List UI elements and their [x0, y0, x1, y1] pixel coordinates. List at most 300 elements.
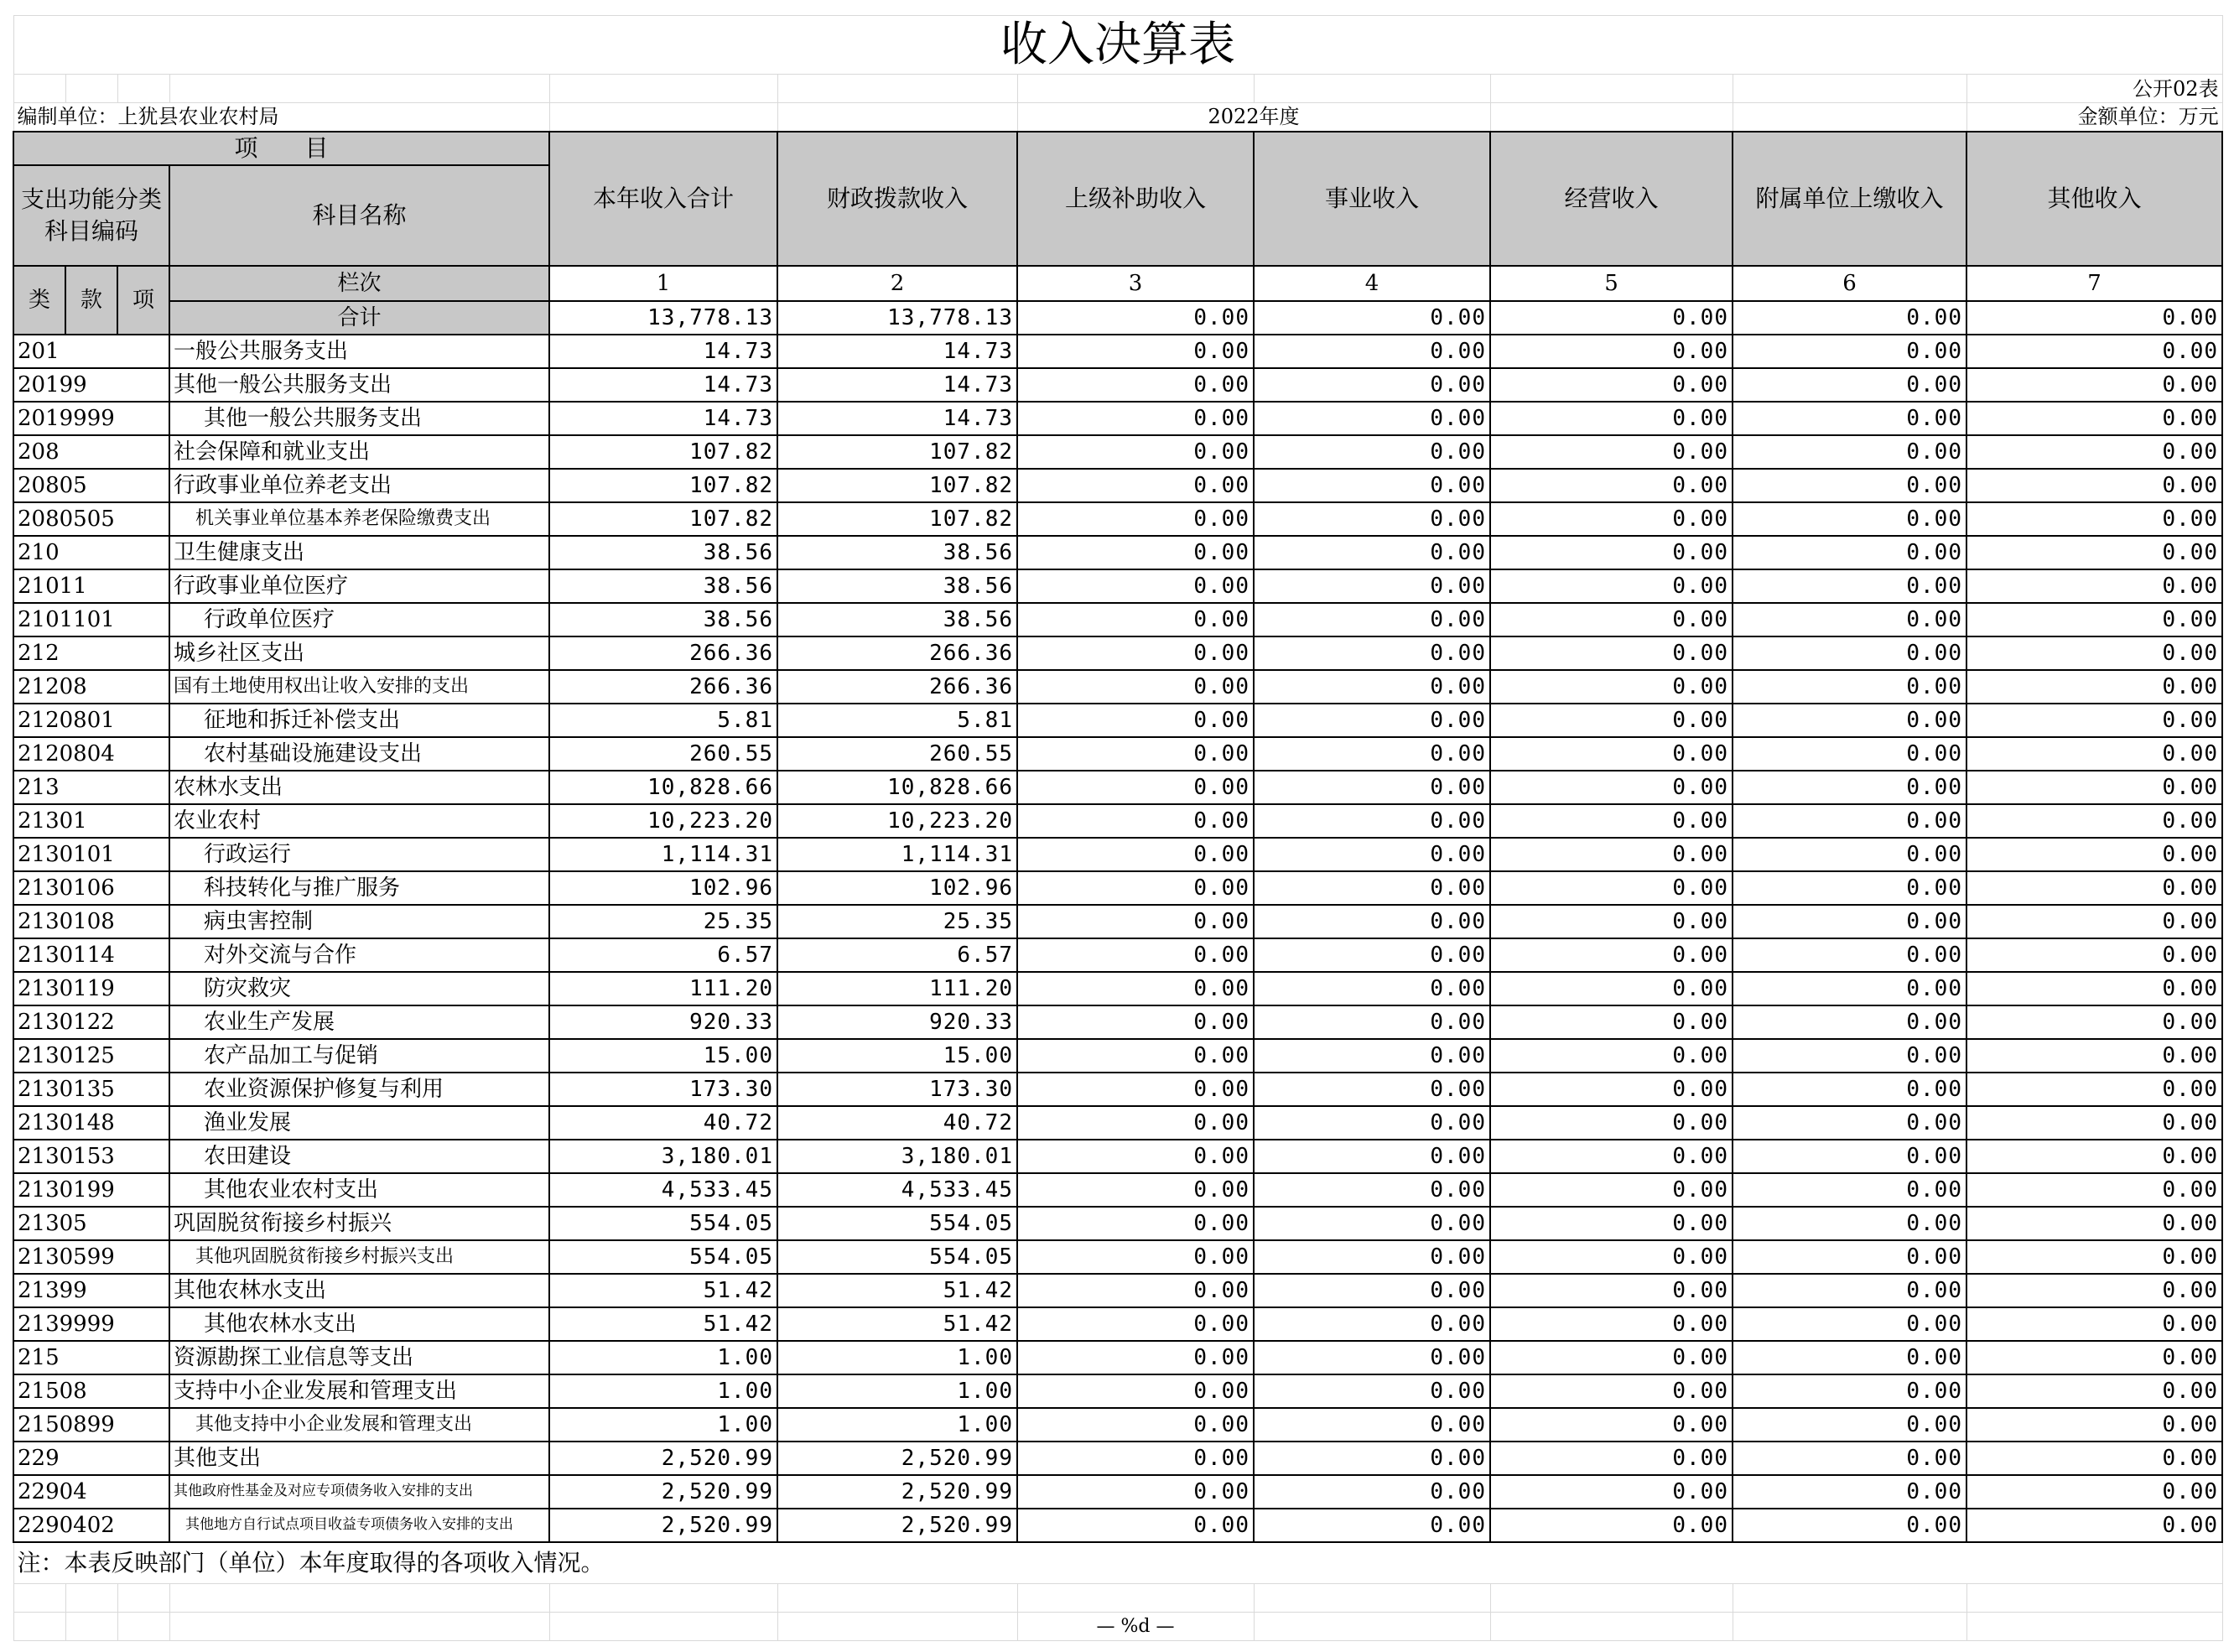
- row-value: 10,828.66: [777, 771, 1017, 804]
- row-value: 920.33: [549, 1005, 777, 1039]
- row-code: 2080505: [13, 502, 169, 536]
- table-row: [13, 1073, 2222, 1106]
- row-value: 0.00: [1254, 1207, 1490, 1240]
- row-value: 0.00: [1254, 1173, 1490, 1207]
- row-value: 0.00: [1966, 1307, 2222, 1341]
- row-value: 0.00: [1733, 1274, 1966, 1307]
- row-value: 0.00: [1733, 603, 1966, 636]
- row-value: 0.00: [1254, 905, 1490, 938]
- header-kuan: 款: [65, 266, 117, 335]
- row-value: 0.00: [1733, 1140, 1966, 1173]
- money-unit: 金额单位：万元: [1966, 103, 2222, 132]
- row-value: 0.00: [1490, 1039, 1733, 1073]
- row-value: 1.00: [777, 1408, 1017, 1442]
- row-value: 0.00: [1490, 1173, 1733, 1207]
- row-value: 0.00: [1966, 1475, 2222, 1509]
- income-table: [13, 15, 2223, 1641]
- row-value: 0.00: [1966, 1207, 2222, 1240]
- row-value: 0.00: [1490, 1475, 1733, 1509]
- column-number: 4: [1254, 266, 1490, 301]
- row-code: 21208: [13, 670, 169, 704]
- row-value: 0.00: [1254, 536, 1490, 569]
- row-value: 0.00: [1254, 704, 1490, 737]
- row-value: 0.00: [1490, 1274, 1733, 1307]
- row-code: 2130114: [13, 938, 169, 972]
- table-row: [13, 1274, 2222, 1307]
- row-value: 0.00: [1254, 1374, 1490, 1408]
- total-value: 0.00: [1966, 301, 2222, 335]
- row-name: 农业农村: [169, 804, 549, 838]
- row-value: 0.00: [1017, 1374, 1254, 1408]
- row-value: 10,223.20: [777, 804, 1017, 838]
- form-number: 公开02表: [1966, 75, 2222, 103]
- row-value: 0.00: [1733, 1509, 1966, 1542]
- row-value: 0.00: [1254, 636, 1490, 670]
- row-value: 0.00: [1490, 1442, 1733, 1475]
- row-name: 防灾救灾: [169, 972, 549, 1005]
- row-code: 21301: [13, 804, 169, 838]
- row-value: 0.00: [1017, 1173, 1254, 1207]
- row-value: 0.00: [1017, 704, 1254, 737]
- row-code: 2120804: [13, 737, 169, 771]
- row-name: 渔业发展: [169, 1106, 549, 1140]
- row-value: 0.00: [1017, 1073, 1254, 1106]
- row-value: 0.00: [1017, 569, 1254, 603]
- row-name: 行政单位医疗: [169, 603, 549, 636]
- row-value: 0.00: [1254, 938, 1490, 972]
- total-value: 13,778.13: [777, 301, 1017, 335]
- row-value: 0.00: [1254, 1509, 1490, 1542]
- row-value: 0.00: [1490, 502, 1733, 536]
- row-value: 0.00: [1733, 1207, 1966, 1240]
- table-row: [13, 1307, 2222, 1341]
- row-value: 2,520.99: [777, 1442, 1017, 1475]
- table-row: [13, 871, 2222, 905]
- row-code: 208: [13, 435, 169, 469]
- row-value: 0.00: [1966, 704, 2222, 737]
- row-value: 0.00: [1017, 1039, 1254, 1073]
- row-value: 0.00: [1490, 636, 1733, 670]
- row-value: 0.00: [1254, 402, 1490, 435]
- row-value: 15.00: [777, 1039, 1017, 1073]
- row-value: 2,520.99: [777, 1509, 1017, 1542]
- table-row: [13, 972, 2222, 1005]
- row-value: 0.00: [1254, 871, 1490, 905]
- row-value: 0.00: [1017, 1408, 1254, 1442]
- row-value: 4,533.45: [549, 1173, 777, 1207]
- row-value: 38.56: [549, 569, 777, 603]
- header-lei: 类: [13, 266, 65, 335]
- row-name: 农产品加工与促销: [169, 1039, 549, 1073]
- table-row: [13, 1341, 2222, 1374]
- row-value: 554.05: [549, 1207, 777, 1240]
- table-row: [13, 838, 2222, 871]
- row-value: 0.00: [1733, 704, 1966, 737]
- row-value: 0.00: [1733, 1475, 1966, 1509]
- row-value: 0.00: [1966, 1274, 2222, 1307]
- row-value: 0.00: [1017, 972, 1254, 1005]
- row-value: 38.56: [777, 536, 1017, 569]
- row-name: 一般公共服务支出: [169, 335, 549, 368]
- row-name: 征地和拆迁补偿支出: [169, 704, 549, 737]
- row-value: 266.36: [777, 670, 1017, 704]
- row-value: 0.00: [1254, 335, 1490, 368]
- table-row: [13, 905, 2222, 938]
- row-value: 0.00: [1490, 569, 1733, 603]
- row-name: 其他支持中小企业发展和管理支出: [169, 1408, 549, 1442]
- row-value: 0.00: [1017, 737, 1254, 771]
- row-value: 0.00: [1254, 1140, 1490, 1173]
- total-value: 0.00: [1254, 301, 1490, 335]
- total-value: 13,778.13: [549, 301, 777, 335]
- row-value: 0.00: [1254, 1240, 1490, 1274]
- table-row: [13, 536, 2222, 569]
- row-value: 0.00: [1490, 1207, 1733, 1240]
- row-value: 0.00: [1733, 838, 1966, 871]
- header-col-5: 经营收入: [1490, 132, 1733, 266]
- row-value: 0.00: [1017, 1475, 1254, 1509]
- row-code: 21508: [13, 1374, 169, 1408]
- header-xiang: 项: [117, 266, 169, 335]
- row-code: 22904: [13, 1475, 169, 1509]
- row-value: 0.00: [1254, 1073, 1490, 1106]
- row-value: 107.82: [777, 435, 1017, 469]
- column-number: 2: [777, 266, 1017, 301]
- row-name: 资源勘探工业信息等支出: [169, 1341, 549, 1374]
- row-value: 0.00: [1733, 1442, 1966, 1475]
- row-code: 2130125: [13, 1039, 169, 1073]
- table-row: [13, 1442, 2222, 1475]
- row-code: 215: [13, 1341, 169, 1374]
- row-value: 0.00: [1490, 905, 1733, 938]
- row-name: 其他农林水支出: [169, 1307, 549, 1341]
- row-value: 107.82: [777, 502, 1017, 536]
- row-value: 0.00: [1490, 603, 1733, 636]
- row-value: 0.00: [1733, 502, 1966, 536]
- row-name: 对外交流与合作: [169, 938, 549, 972]
- row-value: 38.56: [777, 569, 1017, 603]
- table-row: [13, 636, 2222, 670]
- row-value: 1.00: [777, 1341, 1017, 1374]
- row-value: 0.00: [1490, 938, 1733, 972]
- table-row: [13, 670, 2222, 704]
- row-code: 20199: [13, 368, 169, 402]
- header-col-6: 附属单位上缴收入: [1733, 132, 1966, 266]
- row-value: 0.00: [1254, 435, 1490, 469]
- row-value: 0.00: [1017, 603, 1254, 636]
- row-name: 社会保障和就业支出: [169, 435, 549, 469]
- row-value: 0.00: [1254, 1039, 1490, 1073]
- table-row: [13, 569, 2222, 603]
- row-value: 554.05: [777, 1240, 1017, 1274]
- row-value: 0.00: [1490, 368, 1733, 402]
- row-name: 农林水支出: [169, 771, 549, 804]
- row-value: 0.00: [1733, 636, 1966, 670]
- row-value: 0.00: [1490, 469, 1733, 502]
- table-row: [13, 1207, 2222, 1240]
- table-row: [13, 335, 2222, 368]
- table-row: [13, 737, 2222, 771]
- row-value: 40.72: [549, 1106, 777, 1140]
- row-value: 0.00: [1017, 871, 1254, 905]
- row-name: 机关事业单位基本养老保险缴费支出: [169, 502, 549, 536]
- row-value: 0.00: [1490, 1509, 1733, 1542]
- row-name: 卫生健康支出: [169, 536, 549, 569]
- row-value: 0.00: [1490, 536, 1733, 569]
- row-value: 0.00: [1490, 704, 1733, 737]
- row-code: 2019999: [13, 402, 169, 435]
- table-row: [13, 1005, 2222, 1039]
- row-name: 其他地方自行试点项目收益专项债务收入安排的支出: [169, 1509, 549, 1542]
- table-row: [13, 368, 2222, 402]
- row-value: 0.00: [1490, 1140, 1733, 1173]
- row-value: 0.00: [1490, 1408, 1733, 1442]
- row-value: 0.00: [1966, 838, 2222, 871]
- row-value: 0.00: [1733, 871, 1966, 905]
- row-value: 0.00: [1490, 435, 1733, 469]
- row-value: 0.00: [1733, 335, 1966, 368]
- row-name: 其他政府性基金及对应专项债务收入安排的支出: [169, 1475, 549, 1509]
- row-value: 38.56: [549, 603, 777, 636]
- row-value: 0.00: [1017, 636, 1254, 670]
- row-name: 支持中小企业发展和管理支出: [169, 1374, 549, 1408]
- row-value: 0.00: [1490, 670, 1733, 704]
- row-value: 0.00: [1733, 1005, 1966, 1039]
- row-value: 3,180.01: [777, 1140, 1017, 1173]
- row-value: 0.00: [1966, 1408, 2222, 1442]
- row-value: 0.00: [1966, 972, 2222, 1005]
- row-value: 260.55: [777, 737, 1017, 771]
- header-col-3: 上级补助收入: [1017, 132, 1254, 266]
- row-value: 554.05: [777, 1207, 1017, 1240]
- row-code: 2120801: [13, 704, 169, 737]
- row-value: 107.82: [549, 435, 777, 469]
- income-final-accounts-sheet: [13, 15, 2221, 1641]
- row-value: 0.00: [1733, 1173, 1966, 1207]
- row-code: 212: [13, 636, 169, 670]
- row-value: 0.00: [1254, 670, 1490, 704]
- row-value: 0.00: [1017, 1307, 1254, 1341]
- row-value: 0.00: [1017, 1106, 1254, 1140]
- row-name: 农业生产发展: [169, 1005, 549, 1039]
- row-code: 2130148: [13, 1106, 169, 1140]
- row-value: 0.00: [1017, 1509, 1254, 1542]
- header-col-4: 事业收入: [1254, 132, 1490, 266]
- row-value: 0.00: [1733, 905, 1966, 938]
- row-name: 科技转化与推广服务: [169, 871, 549, 905]
- row-value: 15.00: [549, 1039, 777, 1073]
- row-value: 25.35: [777, 905, 1017, 938]
- row-value: 25.35: [549, 905, 777, 938]
- compiling-unit: 编制单位：上犹县农业农村局: [13, 103, 549, 132]
- row-value: 0.00: [1017, 469, 1254, 502]
- row-name: 国有土地使用权出让收入安排的支出: [169, 670, 549, 704]
- column-number: 1: [549, 266, 777, 301]
- header-lanci: 栏次: [169, 266, 549, 301]
- row-name: 其他农业农村支出: [169, 1173, 549, 1207]
- row-code: 21305: [13, 1207, 169, 1240]
- row-value: 0.00: [1017, 771, 1254, 804]
- row-code: 2290402: [13, 1509, 169, 1542]
- row-value: 0.00: [1733, 435, 1966, 469]
- row-value: 102.96: [777, 871, 1017, 905]
- row-value: 0.00: [1017, 335, 1254, 368]
- column-number: 7: [1966, 266, 2222, 301]
- data-rows: [13, 335, 2222, 1542]
- row-value: 40.72: [777, 1106, 1017, 1140]
- row-value: 0.00: [1966, 905, 2222, 938]
- row-value: 111.20: [777, 972, 1017, 1005]
- row-name: 农业资源保护修复与利用: [169, 1073, 549, 1106]
- row-code: 2130106: [13, 871, 169, 905]
- row-name: 其他巩固脱贫衔接乡村振兴支出: [169, 1240, 549, 1274]
- row-code: 210: [13, 536, 169, 569]
- row-code: 20805: [13, 469, 169, 502]
- row-value: 14.73: [549, 402, 777, 435]
- row-value: 0.00: [1733, 804, 1966, 838]
- row-name: 城乡社区支出: [169, 636, 549, 670]
- table-row: [13, 1509, 2222, 1542]
- row-value: 0.00: [1490, 838, 1733, 871]
- row-value: 260.55: [549, 737, 777, 771]
- row-value: 0.00: [1254, 1005, 1490, 1039]
- total-value: 0.00: [1490, 301, 1733, 335]
- row-value: 0.00: [1254, 569, 1490, 603]
- row-value: 0.00: [1017, 1240, 1254, 1274]
- table-row: [13, 1039, 2222, 1073]
- row-name: 其他一般公共服务支出: [169, 368, 549, 402]
- row-code: 229: [13, 1442, 169, 1475]
- row-value: 0.00: [1733, 1073, 1966, 1106]
- table-row: [13, 771, 2222, 804]
- row-value: 0.00: [1966, 636, 2222, 670]
- row-value: 0.00: [1254, 1307, 1490, 1341]
- row-value: 10,828.66: [549, 771, 777, 804]
- row-value: 10,223.20: [549, 804, 777, 838]
- table-row: [13, 1240, 2222, 1274]
- row-value: 0.00: [1966, 469, 2222, 502]
- row-value: 0.00: [1017, 502, 1254, 536]
- fiscal-year: 2022年度: [1017, 103, 1490, 132]
- row-name: 其他一般公共服务支出: [169, 402, 549, 435]
- table-row: [13, 1140, 2222, 1173]
- row-code: 2130108: [13, 905, 169, 938]
- header-col-7: 其他收入: [1966, 132, 2222, 266]
- row-value: 0.00: [1254, 737, 1490, 771]
- row-name: 农村基础设施建设支出: [169, 737, 549, 771]
- column-number: 6: [1733, 266, 1966, 301]
- row-value: 266.36: [549, 636, 777, 670]
- row-value: 0.00: [1966, 1509, 2222, 1542]
- row-value: 2,520.99: [549, 1442, 777, 1475]
- row-value: 1.00: [777, 1374, 1017, 1408]
- row-value: 0.00: [1490, 1341, 1733, 1374]
- row-value: 920.33: [777, 1005, 1017, 1039]
- row-value: 51.42: [777, 1307, 1017, 1341]
- row-value: 0.00: [1966, 871, 2222, 905]
- row-value: 14.73: [777, 368, 1017, 402]
- total-value: 0.00: [1733, 301, 1966, 335]
- row-value: 0.00: [1490, 972, 1733, 1005]
- row-value: 3,180.01: [549, 1140, 777, 1173]
- row-value: 0.00: [1490, 1106, 1733, 1140]
- row-value: 0.00: [1966, 1005, 2222, 1039]
- table-row: [13, 1173, 2222, 1207]
- table-row: [13, 1475, 2222, 1509]
- row-value: 107.82: [549, 502, 777, 536]
- row-value: 0.00: [1254, 368, 1490, 402]
- table-row: [13, 502, 2222, 536]
- row-value: 5.81: [549, 704, 777, 737]
- row-value: 0.00: [1254, 1442, 1490, 1475]
- row-value: 14.73: [777, 402, 1017, 435]
- row-name: 病虫害控制: [169, 905, 549, 938]
- row-value: 0.00: [1017, 1442, 1254, 1475]
- table-row: [13, 469, 2222, 502]
- row-value: 0.00: [1966, 536, 2222, 569]
- table-row: [13, 1106, 2222, 1140]
- row-code: 2130199: [13, 1173, 169, 1207]
- row-value: 1,114.31: [549, 838, 777, 871]
- row-value: 0.00: [1490, 1307, 1733, 1341]
- row-value: 0.00: [1490, 1374, 1733, 1408]
- table-row: [13, 1408, 2222, 1442]
- row-value: 0.00: [1966, 1442, 2222, 1475]
- row-value: 0.00: [1733, 402, 1966, 435]
- row-value: 0.00: [1966, 1173, 2222, 1207]
- row-code: 2130153: [13, 1140, 169, 1173]
- row-name: 巩固脱贫衔接乡村振兴: [169, 1207, 549, 1240]
- row-name: 行政事业单位养老支出: [169, 469, 549, 502]
- row-value: 0.00: [1966, 569, 2222, 603]
- row-value: 1.00: [549, 1408, 777, 1442]
- row-value: 1,114.31: [777, 838, 1017, 871]
- total-row: [13, 301, 2222, 335]
- row-value: 0.00: [1490, 737, 1733, 771]
- header-col-2: 财政拨款收入: [777, 132, 1017, 266]
- row-value: 0.00: [1966, 771, 2222, 804]
- row-value: 0.00: [1733, 1341, 1966, 1374]
- row-value: 0.00: [1966, 402, 2222, 435]
- row-value: 0.00: [1733, 670, 1966, 704]
- row-value: 0.00: [1017, 804, 1254, 838]
- row-value: 2,520.99: [549, 1475, 777, 1509]
- row-value: 1.00: [549, 1374, 777, 1408]
- row-value: 0.00: [1254, 1475, 1490, 1509]
- table-row: [13, 804, 2222, 838]
- row-value: 0.00: [1254, 469, 1490, 502]
- row-value: 6.57: [777, 938, 1017, 972]
- column-number: 3: [1017, 266, 1254, 301]
- row-value: 266.36: [549, 670, 777, 704]
- row-value: 0.00: [1490, 335, 1733, 368]
- row-value: 2,520.99: [777, 1475, 1017, 1509]
- row-name: 农田建设: [169, 1140, 549, 1173]
- row-value: 266.36: [777, 636, 1017, 670]
- row-value: 51.42: [777, 1274, 1017, 1307]
- row-value: 0.00: [1733, 536, 1966, 569]
- row-code: 201: [13, 335, 169, 368]
- row-value: 0.00: [1017, 368, 1254, 402]
- row-value: 0.00: [1733, 1240, 1966, 1274]
- row-value: 0.00: [1733, 737, 1966, 771]
- row-value: 0.00: [1733, 469, 1966, 502]
- row-value: 0.00: [1017, 1005, 1254, 1039]
- header-item: 项 目: [13, 132, 549, 165]
- row-value: 0.00: [1254, 1106, 1490, 1140]
- row-value: 0.00: [1490, 804, 1733, 838]
- row-value: 0.00: [1254, 603, 1490, 636]
